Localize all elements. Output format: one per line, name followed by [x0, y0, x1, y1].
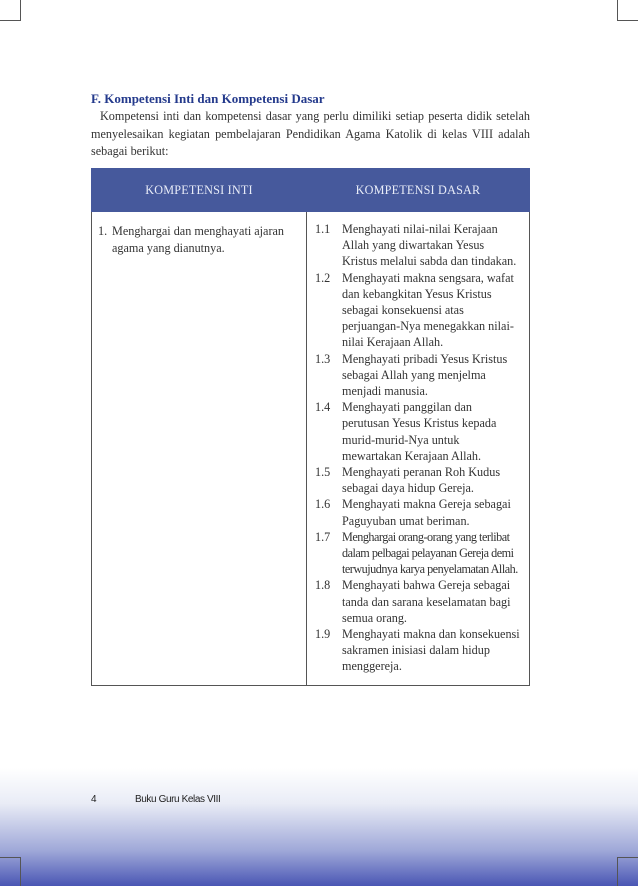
kd-item-number: 1.8 — [315, 578, 331, 593]
kd-item-number: 1.9 — [315, 627, 331, 642]
ki-list — [92, 212, 306, 256]
crop-mark — [617, 20, 638, 21]
kd-item-text: Menghayati peranan Roh Kudus sebagai daya hidup Gereja. — [342, 465, 501, 496]
kd-item-number: 1.1 — [315, 222, 331, 236]
kd-item-text: Menghargai orang-orang yang terlibat dalam pelbagai pelayanan Gereja demi terwujudnya karya penyelamatan Allah. — [342, 529, 518, 577]
book-title: Buku Guru Kelas VIII — [135, 794, 221, 805]
crop-mark — [20, 858, 21, 886]
kd-item — [315, 464, 521, 496]
kd-item-number: 1.6 — [315, 497, 331, 512]
kd-item-text: Menghayati nilai-nilai Kerajaan Allah yang diwartakan Yesus Kristus melalui sabda dan tindakan. — [342, 222, 517, 269]
kd-item — [315, 496, 521, 528]
footer-band — [0, 768, 638, 886]
crop-mark — [0, 20, 21, 21]
header-kompetensi-inti: KOMPETENSI INTI — [92, 169, 307, 212]
crop-mark — [20, 0, 21, 20]
crop-mark — [617, 0, 618, 20]
kd-item — [315, 270, 521, 351]
kd-item-text: Menghayati panggilan dan perutusan Yesus Kristus kepada murid-murid-Nya untuk mewartakan Kerajaan Allah. — [342, 400, 497, 463]
table-header-row — [92, 169, 530, 212]
kd-item — [315, 626, 521, 675]
kd-item-text: Menghayati makna sengsara, wafat dan kebangkitan Yesus Kristus sebagai konsekuensi atas perjuangan-Nya menegakkan nilai-nilai Kerajaan Allah. — [342, 270, 514, 350]
kd-item — [315, 351, 521, 400]
kd-item-text: Menghayati pribadi Yesus Kristus sebagai Allah yang menjelma menjadi manusia. — [342, 351, 508, 399]
kd-item-text: Menghayati bahwa Gereja sebagai tanda dan sarana keselamatan bagi semua orang. — [342, 578, 511, 625]
crop-mark — [617, 858, 618, 886]
kd-list — [307, 212, 529, 685]
crop-mark — [0, 857, 21, 858]
ki-item-text: Menghargai dan menghayati ajaran agama yang dianutnya. — [112, 224, 285, 255]
header-kompetensi-dasar: KOMPETENSI DASAR — [307, 169, 530, 212]
kd-item — [315, 577, 521, 626]
kd-item — [315, 529, 521, 578]
competency-table — [91, 168, 530, 686]
ki-cell — [92, 212, 307, 686]
crop-mark — [617, 857, 638, 858]
table-row — [92, 212, 530, 686]
page-number: 4 — [91, 794, 97, 805]
kd-item-number: 1.5 — [315, 465, 331, 480]
kd-item-number: 1.7 — [315, 529, 331, 544]
kd-item-number: 1.2 — [315, 270, 331, 285]
ki-item — [92, 212, 306, 256]
intro-text: Kompetensi inti dan kompetensi dasar yang perlu dimiliki setiap peserta didik setelah menyelesaikan kegiatan pembelajaran Pendidikan Agama Katolik di kelas VIII adalah sebagai berikut: — [91, 109, 530, 158]
intro-paragraph — [91, 108, 530, 161]
ki-item-number: 1. — [98, 224, 108, 238]
kd-item — [315, 399, 521, 464]
kd-item-text: Menghayati makna Gereja sebagai Paguyuban umat beriman. — [342, 497, 511, 528]
kd-item-number: 1.4 — [315, 400, 331, 415]
kd-cell — [307, 212, 530, 686]
kd-item-number: 1.3 — [315, 351, 331, 366]
kd-item-text: Menghayati makna dan konsekuensi sakramen inisiasi dalam hidup menggereja. — [342, 627, 520, 674]
kd-item — [315, 221, 521, 270]
section-title: F. Kompetensi Inti dan Kompetensi Dasar — [91, 91, 325, 106]
